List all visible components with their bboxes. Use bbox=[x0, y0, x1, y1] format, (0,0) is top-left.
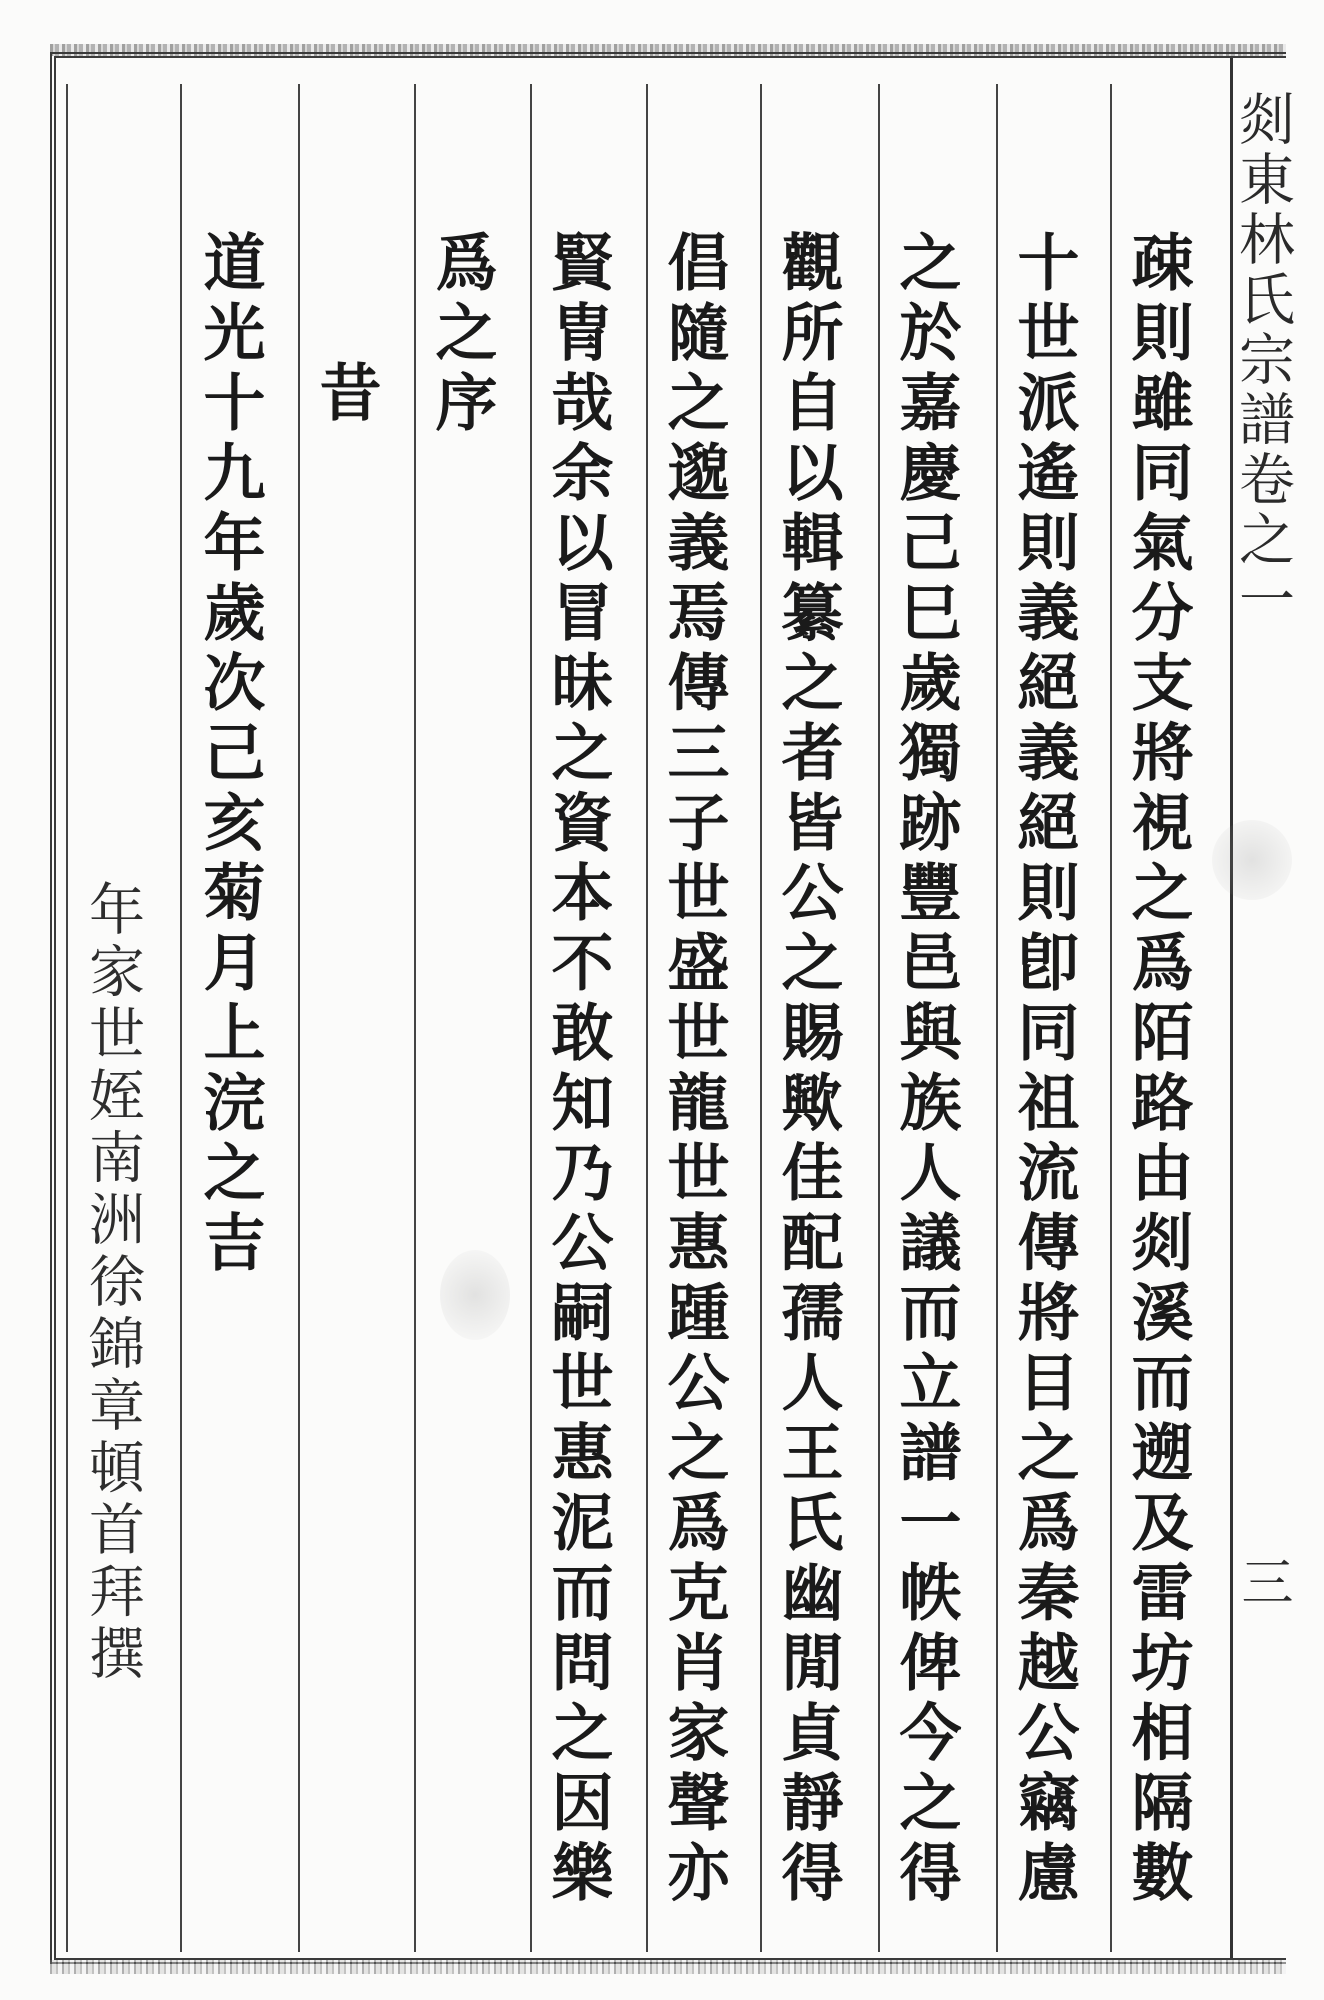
column-rule bbox=[180, 84, 182, 1952]
date-column: 道光十九年歲次己亥菊月上浣之吉 bbox=[193, 230, 266, 1280]
edge-volume: 卷之一 bbox=[1230, 450, 1295, 630]
column-rule bbox=[646, 84, 648, 1952]
edge-page-number: 三 bbox=[1232, 1555, 1292, 1607]
paper-stain bbox=[1212, 820, 1292, 900]
text-column-8: 昔 bbox=[309, 360, 382, 430]
text-column-7: 爲之序 bbox=[425, 230, 498, 440]
column-rule bbox=[530, 84, 532, 1952]
edge-title bbox=[1230, 90, 1295, 630]
column-rule bbox=[298, 84, 300, 1952]
text-column-3: 之於嘉慶己巳歲獨跡豐邑與族人議而立譜一帙俾今之得 bbox=[889, 230, 962, 1910]
frame-bottom-border bbox=[50, 1960, 1286, 1974]
text-column-1: 疎則雖同氣分支將視之爲陌路由剡溪而遡及雷坊相隔數 bbox=[1121, 230, 1194, 1910]
text-column-2: 十世派遙則義絕義絕則卽同祖流傳將目之爲秦越公竊慮 bbox=[1007, 230, 1080, 1910]
text-column-6: 賢冑哉余以冒昧之資本不敢知乃公嗣世惠泥而問之因樂 bbox=[541, 230, 614, 1910]
signature-column: 年家世姪南洲徐錦章頓首拜撰 bbox=[80, 880, 145, 1686]
column-rule bbox=[996, 84, 998, 1952]
column-rule bbox=[760, 84, 762, 1952]
text-column-5: 倡隨之邈義焉傳三子世盛世龍世惠踵公之爲克肖家聲亦 bbox=[657, 230, 730, 1910]
edge-book-title: 剡東林氏宗譜 bbox=[1230, 90, 1295, 450]
column-rule bbox=[414, 84, 416, 1952]
column-rule bbox=[878, 84, 880, 1952]
text-column-4: 觀所自以輯纂之者皆公之賜歟佳配孺人王氏幽閒貞靜得 bbox=[771, 230, 844, 1910]
paper-stain bbox=[440, 1250, 510, 1340]
column-rule bbox=[1110, 84, 1112, 1952]
column-rule bbox=[66, 84, 68, 1952]
